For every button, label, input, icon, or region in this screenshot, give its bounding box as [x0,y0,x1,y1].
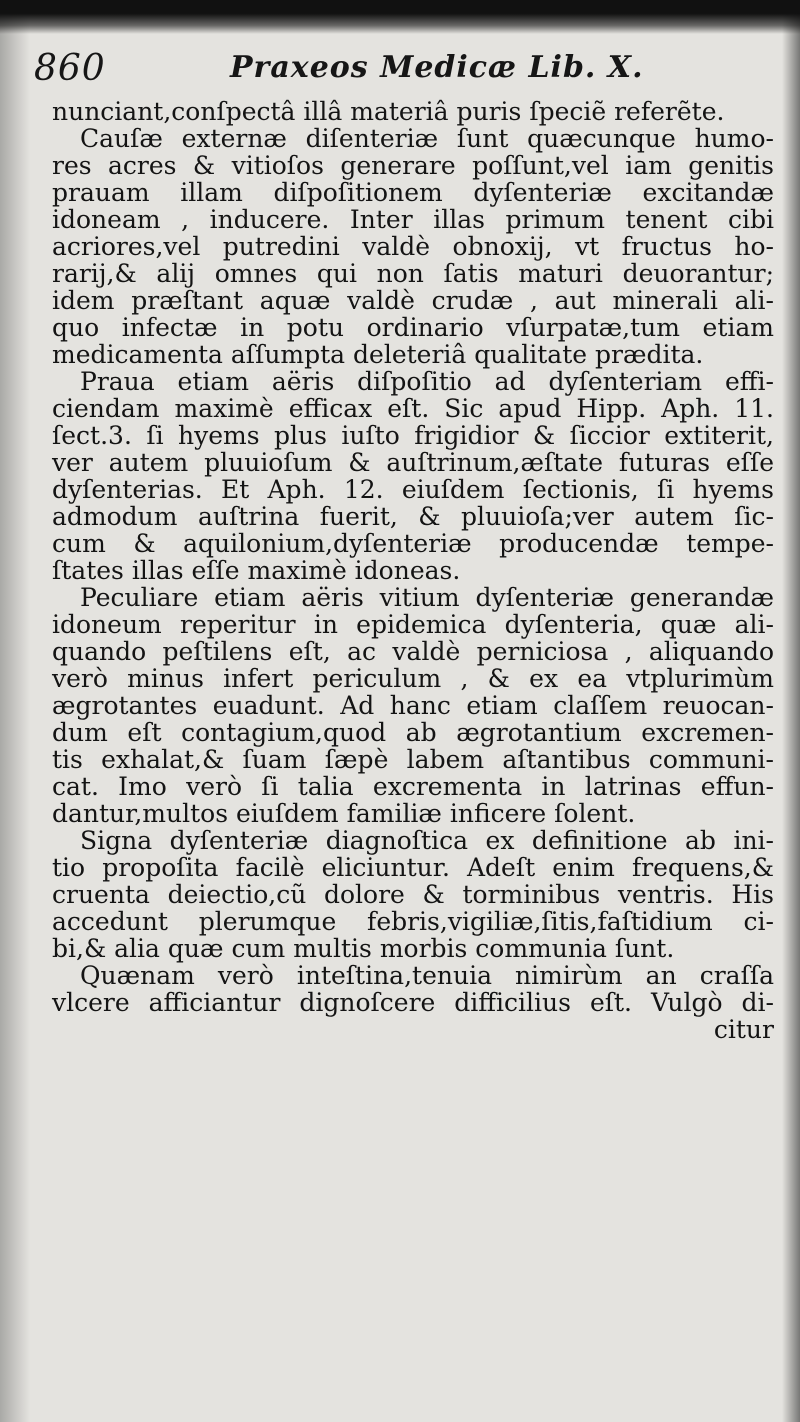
text-line: res acres & vitioſos generare poſſunt,vel iam genitis [52,151,774,180]
text-line: dum eſt contagium,quod ab ægrotantium excremen- [52,718,774,747]
text-line: cum & aquilonium,dyſenteriæ producendæ tempe- [52,529,774,558]
text-line: cruenta deiectio,cũ dolore & torminibus ventris. His [52,880,774,909]
text-line: ciendam maximè efficax eſt. Sic apud Hipp. Aph. 11. [52,394,774,423]
text-line: Peculiare etiam aëris vitium dyſenteriæ generandæ [80,583,774,612]
catchword: citur [713,1015,774,1044]
text-line: quo infectæ in potu ordinario vſurpatæ,tum etiam [52,313,774,342]
text-line: idoneam , inducere. Inter illas primum tenent cibi [52,205,774,234]
text-line: nunciant,conſpectâ illâ materiâ puris ſpeciẽ referẽte. [52,97,725,126]
text-line: Signa dyſenteriæ diagnoſtica ex definitione ab ini- [80,826,774,855]
text-line: ſtates illas eſſe maximè idoneas. [52,556,461,585]
text-line: rarij,& alij omnes qui non ſatis maturi deuorantur; [52,259,774,288]
text-line: quando peſtilens eſt, ac valdè perniciosa , aliquando [52,637,774,666]
page-header [30,48,770,100]
gutter-shadow [0,0,30,1422]
text-line: verò minus infert periculum , & ex ea vtplurimùm [52,664,774,693]
text-line: tio propoſita facilè eliciuntur. Adeſt enim frequens,& [52,853,774,882]
text-line: medicamenta aſſumpta deleteriâ qualitate prædita. [52,340,704,369]
text-line: idem præſtant aquæ valdè crudæ , aut minerali ali- [52,286,774,315]
text-line: dantur,multos eiuſdem familiæ inficere ſolent. [52,799,636,828]
page-number: 860 [34,48,106,89]
text-line: ſect.3. ſi hyems plus iuſto frigidior & ſiccior extiterit, [52,421,774,450]
text-line: ægrotantes euadunt. Ad hanc etiam claſſem reuocan- [52,691,774,720]
text-line: acriores,vel putredini valdè obnoxij, vt fructus ho- [52,232,774,261]
text-line: idoneum reperitur in epidemica dyſenteria, quæ ali- [52,610,774,639]
text-line: vlcere afficiantur dignoſcere difficilius eſt. Vulgò di- [52,988,774,1017]
text-line: ver autem pluuioſum & auſtrinum,æſtate futuras eſſe [52,448,774,477]
text-line: cat. Imo verò ſi talia excrementa in latrinas effun- [52,772,774,801]
text-line: accedunt plerumque febris,vigiliæ,ſitis,faſtidium ci- [52,907,774,936]
text-line: bi,& alia quæ cum multis morbis communia ſunt. [52,934,675,963]
text-line: admodum auſtrina fuerit, & pluuioſa;ver autem ſic- [52,502,774,531]
text-line: Cauſæ externæ diſenteriæ ſunt quæcunque humo- [80,124,774,153]
text-line: dyſenterias. Et Aph. 12. eiuſdem ſectionis, ſi hyems [52,475,774,504]
edge-shadow [782,0,800,1422]
text-line: Praua etiam aëris diſpoſitio ad dyſenteriam effi- [80,367,774,396]
text-line: prauam illam diſpoſitionem dyſenteriæ excitandæ [52,178,774,207]
body-text [52,98,774,1043]
text-line: Quænam verò inteſtina,tenuia nimirùm an craſſa [80,961,774,990]
running-head: Praxeos Medicæ Lib. X. [230,50,644,85]
scan-border [0,0,800,34]
text-line: tis exhalat,& ſuam ſæpè labem aſtantibus communi- [52,745,774,774]
